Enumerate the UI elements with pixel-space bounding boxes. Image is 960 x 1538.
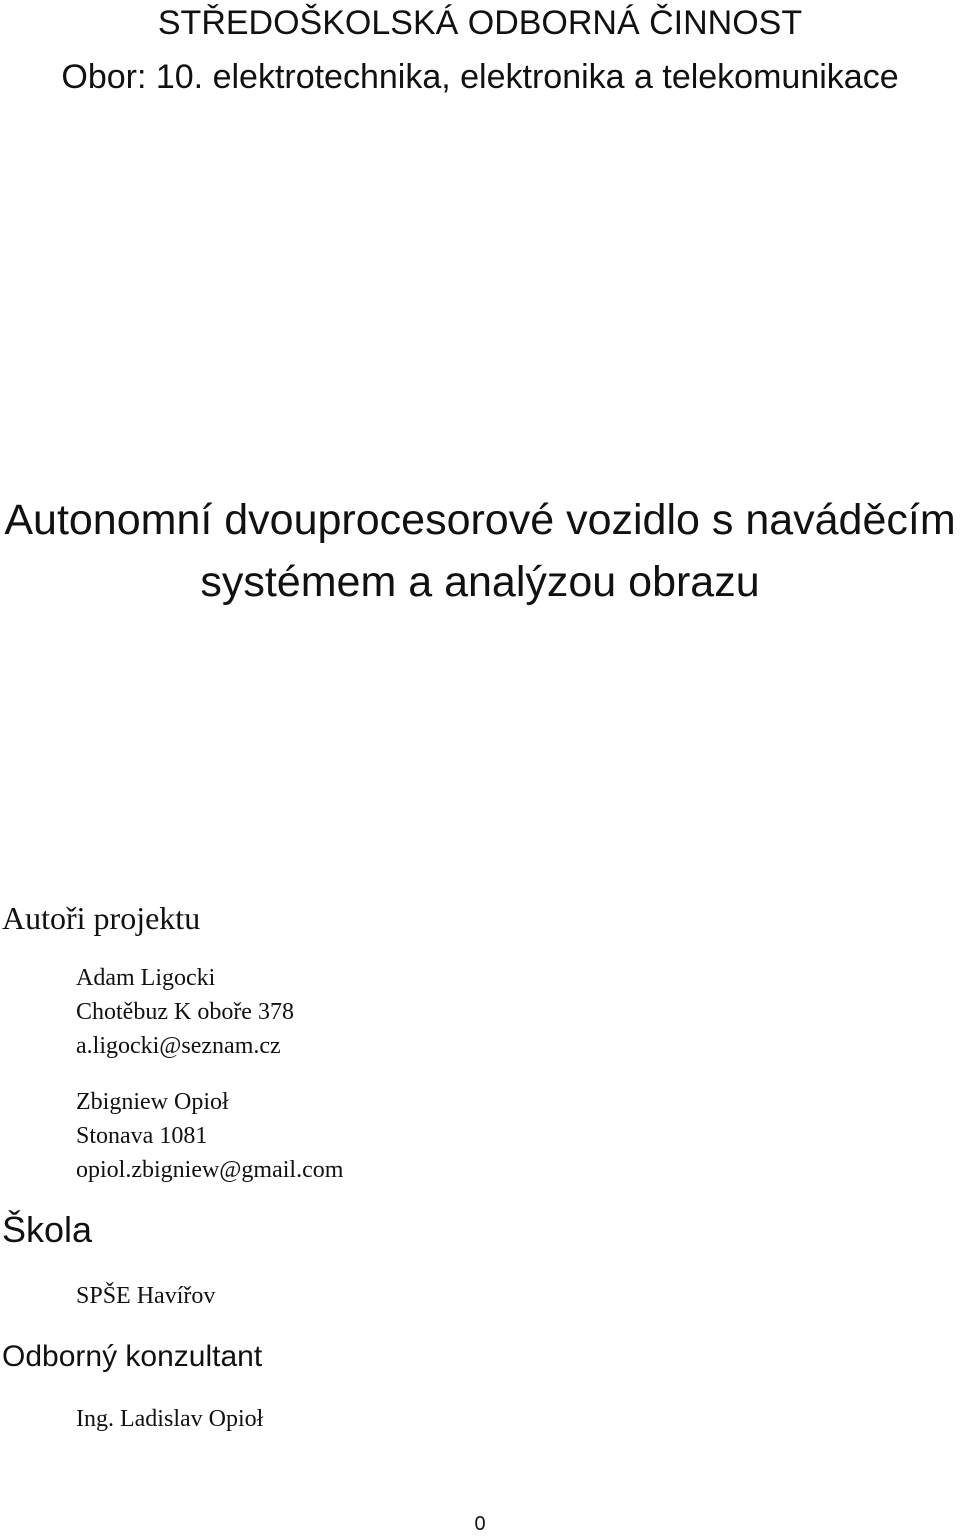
competition-title: STŘEDOŠKOLSKÁ ODBORNÁ ČINNOST (157, 4, 803, 42)
author-address: Chotěbuz K oboře 378 (76, 999, 294, 1025)
author-email: opiol.zbigniew@gmail.com (76, 1157, 344, 1183)
field-of-study: Obor: 10. elektrotechnika, elektronika a telekomunikace (61, 58, 899, 96)
school-name: SPŠE Havířov (76, 1283, 216, 1309)
author-name: Adam Ligocki (76, 965, 216, 991)
page-number: 0 (474, 1513, 486, 1535)
project-title-line-2: systémem a analýzou obrazu (200, 558, 760, 606)
project-title-line-1: Autonomní dvouprocesorové vozidlo s naváděcím (4, 496, 956, 544)
consultant-heading: Odborný konzultant (2, 1340, 263, 1373)
author-address: Stonava 1081 (76, 1123, 208, 1149)
authors-heading: Autoři projektu (2, 900, 201, 936)
author-name: Zbigniew Opioł (76, 1089, 229, 1115)
author-email: a.ligocki@seznam.cz (76, 1033, 281, 1059)
consultant-name: Ing. Ladislav Opioł (76, 1406, 264, 1432)
school-heading: Škola (2, 1209, 93, 1250)
